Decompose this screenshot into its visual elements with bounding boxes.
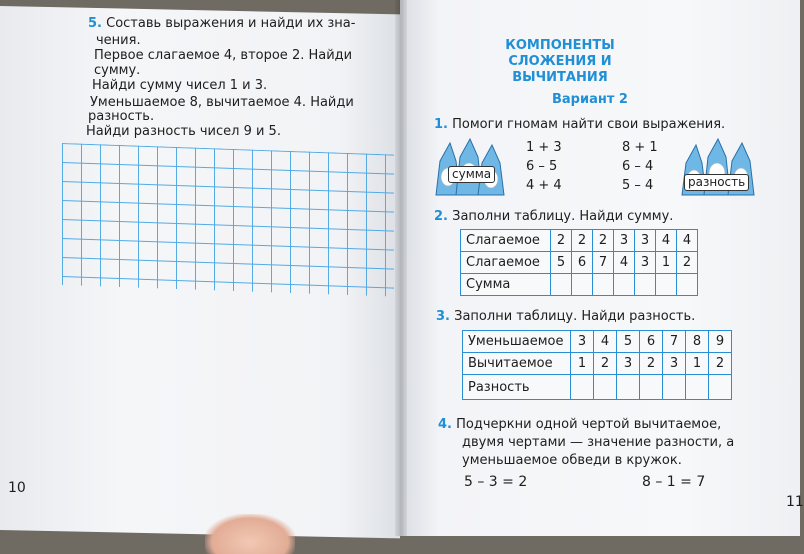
table-cell: 6 bbox=[572, 252, 593, 274]
table-cell: 7 bbox=[593, 252, 614, 274]
task2-heading bbox=[434, 209, 673, 225]
task3-number: 3. bbox=[436, 309, 450, 324]
expression-item: 8 + 1 bbox=[622, 140, 658, 155]
answer-cell[interactable] bbox=[656, 274, 677, 296]
table-cell: 6 bbox=[640, 331, 663, 353]
answer-cell[interactable] bbox=[572, 274, 593, 296]
title-line-1: КОМПОНЕНТЫ bbox=[505, 38, 615, 53]
variant-heading: Вариант 2 bbox=[552, 92, 628, 107]
task5-line6: Уменьшаемое 8, вычитаемое 4. Найди bbox=[90, 95, 354, 110]
table-cell: 3 bbox=[663, 353, 686, 375]
answer-cell[interactable] bbox=[614, 274, 635, 296]
task4-number: 4. bbox=[438, 417, 452, 432]
task1-text: Помоги гномам найти свои выражения. bbox=[452, 117, 726, 132]
row-label: Разность bbox=[463, 375, 571, 400]
table-cell: 3 bbox=[617, 353, 640, 375]
table-row bbox=[461, 252, 698, 274]
task5-line2: чения. bbox=[96, 33, 141, 48]
answer-cell[interactable] bbox=[593, 274, 614, 296]
answer-cell[interactable] bbox=[571, 375, 594, 400]
table-row bbox=[461, 230, 698, 252]
expression-item: 5 – 4 bbox=[622, 178, 654, 193]
task5-line5: Найди сумму чисел 1 и 3. bbox=[92, 78, 268, 93]
table-cell: 2 bbox=[593, 230, 614, 252]
task4-expression-1: 5 – 3 = 2 bbox=[464, 474, 528, 490]
answer-cell[interactable] bbox=[709, 375, 732, 400]
squared-grid-answer-area bbox=[62, 143, 394, 297]
table-cell: 4 bbox=[677, 230, 698, 252]
task1-number: 1. bbox=[434, 117, 448, 132]
task4-text-1: Подчеркни одной чертой вычитаемое, bbox=[456, 417, 722, 432]
book-spine bbox=[395, 0, 407, 536]
gnome-label-sum: сумма bbox=[448, 166, 495, 183]
table-cell: 2 bbox=[594, 353, 617, 375]
row-label: Слагаемое bbox=[461, 230, 551, 252]
expression-item: 6 – 4 bbox=[622, 159, 654, 174]
task3-text: Заполни таблицу. Найди разность. bbox=[454, 309, 696, 324]
answer-cell[interactable] bbox=[635, 274, 656, 296]
table-cell: 3 bbox=[614, 230, 635, 252]
answer-cell[interactable] bbox=[594, 375, 617, 400]
table-cell: 5 bbox=[617, 331, 640, 353]
table-cell: 8 bbox=[686, 331, 709, 353]
table-cell: 4 bbox=[594, 331, 617, 353]
row-label: Слагаемое bbox=[461, 252, 551, 274]
task4-line3: уменьшаемое обведи в кружок. bbox=[462, 453, 682, 468]
expression-item: 1 + 3 bbox=[526, 140, 562, 155]
task5-line4: сумму. bbox=[94, 63, 141, 78]
table-cell: 3 bbox=[635, 230, 656, 252]
row-label: Вычитаемое bbox=[463, 353, 571, 375]
right-page-number: 11 bbox=[786, 494, 804, 510]
expressions-right-column bbox=[622, 138, 658, 195]
table-row bbox=[463, 331, 732, 353]
answer-cell[interactable] bbox=[617, 375, 640, 400]
task5-line7: разность. bbox=[88, 109, 155, 124]
table-row bbox=[461, 274, 698, 296]
table-cell: 7 bbox=[663, 331, 686, 353]
table-cell: 3 bbox=[571, 331, 594, 353]
hand-fragment bbox=[205, 514, 295, 554]
table-cell: 2 bbox=[572, 230, 593, 252]
table-cell: 1 bbox=[686, 353, 709, 375]
table-cell: 4 bbox=[656, 230, 677, 252]
task2-text: Заполни таблицу. Найди сумму. bbox=[452, 209, 674, 224]
table-cell: 3 bbox=[635, 252, 656, 274]
table-cell: 2 bbox=[551, 230, 572, 252]
task3-heading bbox=[436, 309, 695, 325]
title-line-2: СЛОЖЕНИЯ И ВЫЧИТАНИЯ bbox=[508, 54, 612, 85]
table-cell: 1 bbox=[571, 353, 594, 375]
task1-heading bbox=[434, 117, 725, 133]
expression-item: 6 – 5 bbox=[526, 159, 558, 174]
task4-line1 bbox=[438, 417, 721, 433]
gnome-label-difference: разность bbox=[684, 174, 749, 191]
table-cell: 2 bbox=[677, 252, 698, 274]
answer-cell[interactable] bbox=[551, 274, 572, 296]
task5-line3: Первое слагаемое 4, второе 2. Найди bbox=[94, 48, 353, 63]
answer-cell[interactable] bbox=[640, 375, 663, 400]
task2-number: 2. bbox=[434, 209, 448, 224]
answer-cell[interactable] bbox=[663, 375, 686, 400]
table-cell: 9 bbox=[709, 331, 732, 353]
row-label: Уменьшаемое bbox=[463, 331, 571, 353]
table-cell: 1 bbox=[656, 252, 677, 274]
answer-cell[interactable] bbox=[686, 375, 709, 400]
task5-number: 5. bbox=[88, 16, 102, 31]
table-cell: 5 bbox=[551, 252, 572, 274]
expressions-left-column bbox=[526, 138, 562, 195]
table-row bbox=[463, 375, 732, 400]
table-cell: 2 bbox=[709, 353, 732, 375]
answer-cell[interactable] bbox=[677, 274, 698, 296]
task5-line1 bbox=[88, 16, 355, 32]
table-cell: 2 bbox=[640, 353, 663, 375]
sum-table bbox=[460, 229, 698, 296]
row-label: Сумма bbox=[461, 274, 551, 296]
left-page-number: 10 bbox=[8, 480, 26, 496]
difference-table bbox=[462, 330, 732, 400]
task5-line8: Найди разность чисел 9 и 5. bbox=[86, 124, 281, 139]
task4-line2: двумя чертами — значение разности, а bbox=[462, 435, 735, 450]
table-cell: 4 bbox=[614, 252, 635, 274]
task4-expression-2: 8 – 1 = 7 bbox=[642, 474, 706, 490]
table-row bbox=[463, 353, 732, 375]
task5-text-1: Составь выражения и найди их зна- bbox=[106, 16, 356, 31]
expression-item: 4 + 4 bbox=[526, 178, 562, 193]
page-title bbox=[475, 38, 645, 86]
